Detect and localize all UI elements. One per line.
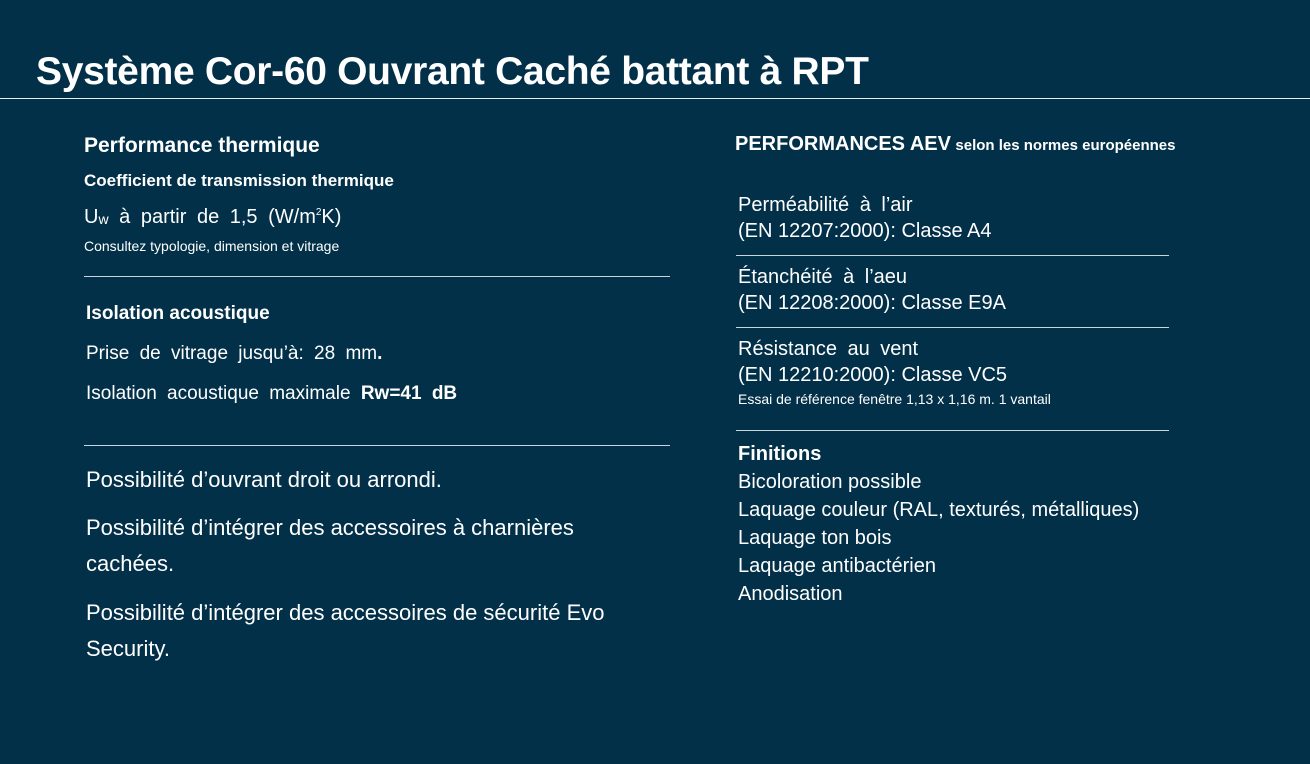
page-title: Système Cor-60 Ouvrant Caché battant à RPT (36, 50, 869, 93)
isolation-label: Isolation acoustique maximale (86, 383, 351, 404)
aev-value: (EN 12210:2000): Classe VC5 (738, 364, 1008, 386)
finitions-heading: Finitions (738, 443, 822, 465)
u-text-b: K) (321, 206, 342, 228)
u-subscript: w (98, 211, 109, 227)
aev-label: Perméabilité à l’air (738, 194, 913, 216)
possibility-paragraph: Possibilité d’ouvrant droit ou arrondi. (86, 467, 442, 492)
thermal-heading: Performance thermique (84, 134, 320, 157)
finition-item: Bicoloration possible (738, 471, 922, 493)
glazing-line (86, 343, 382, 365)
possibility-paragraph: Possibilité d’intégrer des accessoires de sécurité Evo Security. (86, 600, 605, 661)
aev-note: Essai de référence fenêtre 1,13 x 1,16 m. 1 vantail (738, 391, 1051, 407)
u-letter: U (84, 206, 99, 228)
isolation-value: Rw=41 dB (360, 383, 458, 404)
divider (84, 445, 670, 446)
divider (736, 327, 1169, 328)
finition-item: Anodisation (738, 583, 843, 605)
finition-item: Laquage antibactérien (738, 555, 936, 577)
aev-label: Résistance au vent (738, 338, 919, 360)
aev-label: Étanchéité à l’aeu (738, 266, 908, 288)
finitions-section (738, 440, 1139, 608)
thermal-subheading: Coefficient de transmission thermique (84, 171, 394, 190)
acoustic-heading: Isolation acoustique (86, 303, 270, 324)
thermal-note: Consultez typologie, dimension et vitrage (84, 238, 340, 254)
finition-item: Laquage ton bois (738, 527, 892, 549)
aev-item-water (738, 264, 1006, 316)
isolation-line (86, 383, 457, 405)
finition-item: Laquage couleur (RAL, texturés, métalliques) (738, 499, 1140, 521)
divider (736, 255, 1169, 256)
u-superscript: 2 (315, 207, 322, 218)
possibility-paragraph: Possibilité d’intégrer des accessoires à charnières cachées. (86, 515, 574, 576)
u-text-a: à partir de 1,5 (W/m (119, 206, 316, 228)
aev-heading-main: PERFORMANCES AEV (735, 133, 951, 155)
aev-item-air (738, 192, 992, 244)
aev-value: (EN 12208:2000): Classe E9A (738, 292, 1006, 314)
glazing-end: . (377, 343, 383, 364)
aev-heading-suffix: selon les normes européennes (955, 137, 1176, 154)
aev-item-wind (738, 336, 1051, 410)
u-value-line (84, 206, 341, 229)
glazing-text: Prise de vitrage jusqu’à: 28 mm (86, 343, 378, 364)
divider (84, 276, 670, 277)
aev-value: (EN 12207:2000): Classe A4 (738, 220, 992, 242)
aev-heading (735, 133, 1175, 156)
divider (736, 430, 1169, 431)
title-divider (0, 98, 1310, 99)
